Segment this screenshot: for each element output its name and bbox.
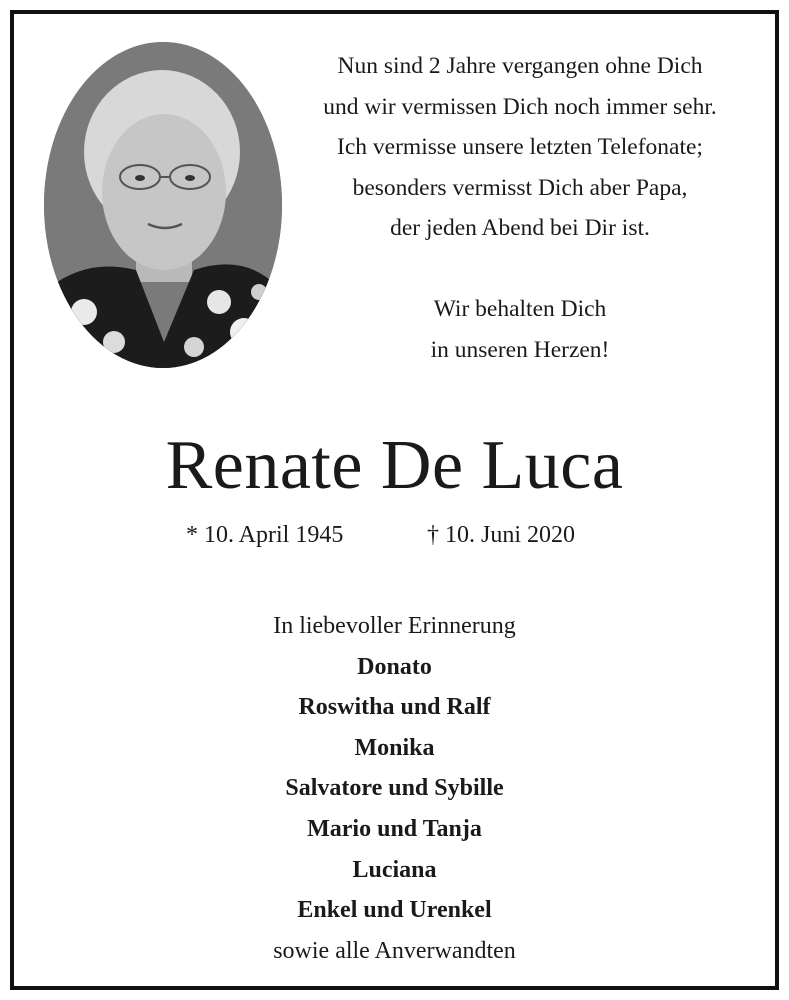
mourners-list	[0, 606, 789, 971]
poem-line: Nun sind 2 Jahre vergangen ohne Dich	[337, 53, 703, 79]
mourner-name: Luciana	[352, 856, 437, 883]
birth-date: * 10. April 1945	[186, 522, 344, 548]
poem-line: Ich vermisse unsere letzten Telefonate;	[337, 134, 703, 161]
portrait-photo	[44, 42, 282, 368]
mourner-name: Salvatore und Sybille	[285, 775, 504, 802]
poem-spacer	[272, 249, 768, 289]
poem-closing-line: Wir behalten Dich	[433, 295, 607, 322]
mourner-name: Monika	[354, 734, 435, 761]
mourner-name: Enkel und Urenkel	[297, 897, 492, 924]
poem-line: und wir vermissen Dich noch immer sehr.	[323, 93, 717, 120]
mourners-intro: In liebevoller Erinnerung	[273, 613, 516, 639]
poem-line: besonders vermisst Dich aber Papa,	[352, 174, 688, 201]
death-date: † 10. Juni 2020	[427, 522, 576, 548]
portrait-image	[44, 42, 282, 368]
mourner-name: Donato	[357, 653, 432, 680]
poem-line: der jeden Abend bei Dir ist.	[390, 215, 650, 242]
poem-closing-line: in unseren Herzen!	[430, 336, 610, 363]
deceased-name: Renate De Luca	[165, 427, 624, 504]
mourner-name: Mario und Tanja	[307, 815, 482, 842]
mourner-name: Roswitha und Ralf	[298, 694, 491, 721]
mourners-outro: sowie alle Anverwandten	[273, 937, 516, 964]
memorial-poem	[272, 46, 768, 370]
